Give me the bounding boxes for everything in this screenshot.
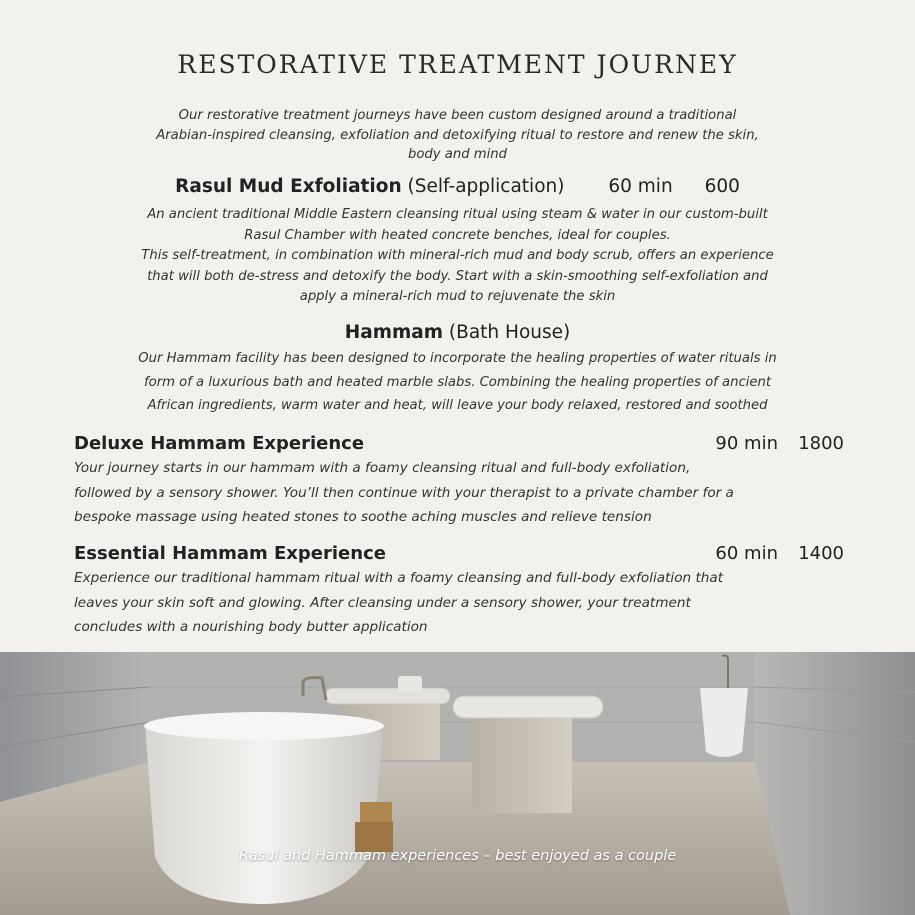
hammam-subtitle: (Bath House) <box>448 322 571 343</box>
wall-basin <box>398 676 422 692</box>
bathtub-rim <box>144 712 384 740</box>
rasul-name: Rasul Mud Exfoliation <box>175 176 402 197</box>
deluxe-description-line: Your journey starts in our hammam with a foamy cleansing ritual and full-body exfoliation, <box>74 460 691 476</box>
deluxe-description <box>74 456 854 530</box>
hammam-room-photo <box>0 652 915 915</box>
hammam-heading <box>0 322 915 343</box>
hammam-name: Hammam <box>344 322 444 343</box>
photo-caption: Rasul and Hammam experiences – best enjoyed as a couple <box>238 848 677 864</box>
rasul-duration: 60 min <box>608 176 673 197</box>
hammam-description <box>70 347 845 418</box>
rasul-description-line: Rasul Chamber with heated concrete benches, ideal for couples. <box>244 227 671 243</box>
page-title: RESTORATIVE TREATMENT JOURNEY <box>177 50 738 79</box>
rasul-description-line: apply a mineral-rich mud to rejuvenate the skin <box>299 289 616 304</box>
rasul-description <box>70 205 845 308</box>
essential-description-line: concludes with a nourishing body butter application <box>74 619 428 635</box>
deluxe-heading <box>74 433 844 457</box>
essential-description-line: Experience our traditional hammam ritual with a foamy cleansing and full-body exfoliation that <box>74 570 724 586</box>
deluxe-duration: 90 min <box>715 433 778 454</box>
intro-line: Arabian-inspired cleansing, exfoliation and detoxifying ritual to restore and renew the skin, <box>156 127 759 143</box>
intro-line: Our restorative treatment journeys have been custom designed around a traditional <box>178 108 737 123</box>
hammam-description-line: African ingredients, warm water and heat, will leave your body relaxed, restored and soothed <box>147 398 768 413</box>
rasul-description-line: An ancient traditional Middle Eastern cleansing ritual using steam & water in our custom-built <box>147 207 768 222</box>
essential-description-line: leaves your skin soft and glowing. After cleansing under a sensory shower, your treatment <box>74 594 691 611</box>
rasul-description-line: This self-treatment, in combination with mineral-rich mud and body scrub, offers an experience <box>141 248 774 263</box>
hammam-description-line: form of a luxurious bath and heated marble slabs. Combining the healing properties of ancient <box>143 374 772 390</box>
rasul-heading <box>0 176 915 197</box>
hammam-description-line: Our Hammam facility has been designed to incorporate the healing properties of water rituals in <box>138 351 777 366</box>
rasul-subtitle: (Self-application) <box>407 176 565 197</box>
essential-description <box>74 566 854 640</box>
front-marble-slab <box>453 696 603 718</box>
terrazzo-floor <box>0 762 790 915</box>
front-slab-pedestal <box>472 708 572 813</box>
deluxe-description-line: followed by a sensory shower. You’ll then continue with your therapist to a private chamber for a <box>74 484 734 501</box>
rasul-description-line: that will both de-stress and detoxify the body. Start with a skin-smoothing self-exfoliation and <box>147 268 768 284</box>
freestanding-bathtub <box>145 719 383 904</box>
back-marble-slab <box>325 688 450 704</box>
essential-heading <box>74 543 844 567</box>
essential-duration: 60 min <box>715 543 778 564</box>
wooden-step <box>360 802 392 824</box>
intro-text <box>90 106 825 165</box>
essential-name: Essential Hammam Experience <box>74 543 386 564</box>
essential-price: 1400 <box>798 543 844 564</box>
deluxe-name: Deluxe Hammam Experience <box>74 433 365 454</box>
deluxe-price: 1800 <box>798 433 844 454</box>
intro-line: body and mind <box>407 147 508 162</box>
pedestal-sink <box>700 688 748 757</box>
hammam-room-illustration <box>0 652 915 915</box>
deluxe-description-line: bespoke massage using heated stones to soothe aching muscles and relieve tension <box>74 509 652 525</box>
rasul-price: 600 <box>704 176 740 197</box>
